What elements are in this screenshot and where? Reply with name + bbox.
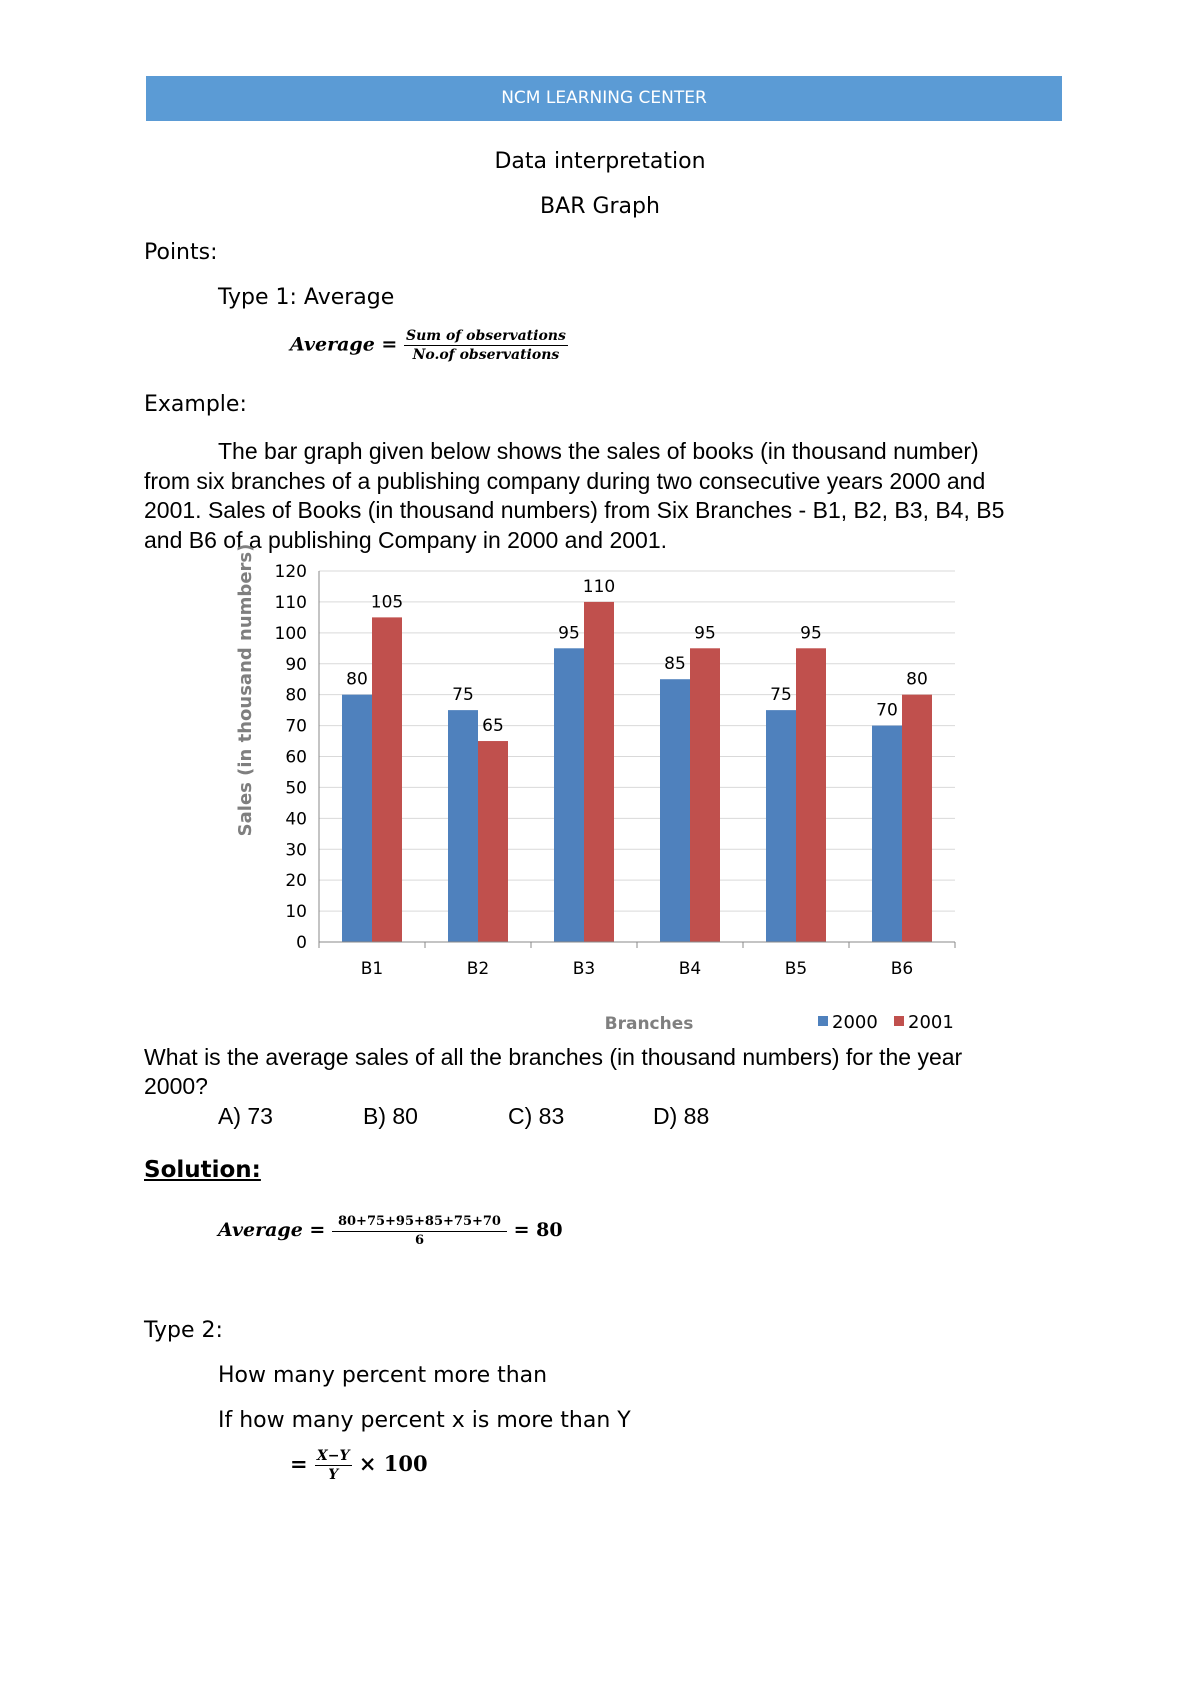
solution-denominator: 6 [414, 1233, 424, 1248]
data-label: 70 [876, 700, 898, 721]
formula-lhs: Average = [290, 333, 398, 356]
y-tick-label: 90 [285, 654, 307, 675]
chart-y-axis-label: Sales (in thousand numbers) [235, 543, 256, 837]
y-tick-label: 120 [274, 562, 307, 582]
x-tick-label: B6 [890, 959, 914, 979]
data-label: 105 [370, 592, 404, 613]
option-d: D) 88 [653, 1103, 710, 1129]
type2-line1: How many percent more than [218, 1363, 548, 1388]
bar-2000-B2 [448, 710, 478, 942]
chart-axes [319, 571, 955, 948]
percent-numerator: X−Y [316, 1448, 350, 1464]
formula-denominator: No.of observations [412, 347, 560, 363]
header-title: NCM LEARNING CENTER [501, 88, 707, 108]
y-tick-label: 0 [296, 933, 307, 953]
y-tick-label: 50 [285, 778, 307, 799]
type1-label: Type 1: Average [218, 285, 395, 310]
bar-2000-B1 [342, 695, 372, 942]
data-label: 75 [770, 685, 792, 706]
option-c: C) 83 [508, 1103, 565, 1129]
percent-times: × 100 [358, 1451, 428, 1476]
x-tick-label: B5 [784, 959, 808, 979]
chart-x-axis-label: Branches [604, 1014, 694, 1034]
data-label: 95 [800, 623, 822, 644]
chart-grid [319, 571, 955, 911]
data-label: 65 [482, 716, 504, 737]
y-tick-label: 40 [285, 809, 307, 830]
y-tick-label: 70 [285, 716, 307, 737]
chart-legend [818, 1012, 954, 1033]
example-text-line1: The bar graph given below shows the sales of books (in thousand number) [218, 438, 979, 464]
bar-2000-B5 [766, 710, 796, 942]
y-tick-label: 80 [285, 685, 307, 706]
bar-2000-B4 [660, 679, 690, 942]
type2-line2: If how many percent x is more than Y [218, 1408, 631, 1433]
bar-2001-B1 [372, 617, 402, 942]
bar-2001-B5 [796, 648, 826, 942]
solution-fraction [332, 1214, 507, 1248]
bar-2000-B6 [872, 726, 902, 942]
x-tick-label: B3 [572, 959, 596, 979]
y-tick-label: 10 [285, 902, 307, 923]
solution-numerator: 80+75+95+85+75+70 [332, 1214, 507, 1232]
points-label: Points: [144, 240, 218, 265]
legend-label-2001: 2001 [908, 1012, 954, 1033]
y-tick-label: 60 [285, 747, 307, 768]
y-tick-label: 110 [274, 592, 307, 613]
data-label: 80 [346, 669, 368, 690]
legend-swatch-2001 [894, 1016, 904, 1026]
data-label: 95 [558, 623, 580, 644]
data-label: 85 [664, 654, 686, 675]
heading-data-interpretation: Data interpretation [494, 149, 706, 174]
bar-2000-B3 [554, 648, 584, 942]
percent-eq: = [290, 1451, 308, 1476]
data-label: 80 [906, 669, 928, 690]
example-text-line3: 2001. Sales of Books (in thousand numbers) from Six Branches - B1, B2, B3, B4, B5 [144, 497, 1005, 523]
bar-2001-B3 [584, 602, 614, 942]
percent-denominator: Y [328, 1467, 339, 1483]
legend-swatch-2000 [818, 1016, 828, 1026]
legend-label-2000: 2000 [832, 1012, 878, 1033]
type2-label: Type 2: [144, 1318, 223, 1343]
question-line1: What is the average sales of all the branches (in thousand numbers) for the year [144, 1044, 963, 1070]
y-tick-label: 20 [285, 871, 307, 892]
bar-2001-B6 [902, 695, 932, 942]
formula-numerator: Sum of observations [405, 328, 566, 344]
solution-label: Solution: [144, 1157, 261, 1183]
example-text-line4: and B6 of a publishing Company in 2000 and 2001. [144, 527, 668, 553]
example-label: Example: [144, 392, 247, 417]
chart-bars [342, 602, 932, 942]
heading-bar-graph: BAR Graph [540, 194, 660, 219]
solution-formula [218, 1214, 563, 1248]
solution-result: = 80 [513, 1219, 563, 1241]
x-tick-label: B4 [678, 959, 702, 979]
solution-lhs: Average = [218, 1219, 326, 1241]
data-label: 110 [582, 576, 616, 597]
question-line2: 2000? [144, 1073, 208, 1099]
percent-fraction [315, 1448, 352, 1483]
x-tick-label: B1 [360, 959, 384, 979]
y-tick-label: 100 [274, 623, 307, 644]
data-label: 95 [694, 623, 716, 644]
x-tick-label: B2 [466, 959, 490, 979]
bar-2001-B2 [478, 741, 508, 942]
y-tick-label: 30 [285, 840, 307, 861]
option-b: B) 80 [363, 1103, 418, 1129]
bar-2001-B4 [690, 648, 720, 942]
percent-formula [290, 1448, 428, 1483]
option-a: A) 73 [218, 1103, 273, 1129]
example-text-line2: from six branches of a publishing company during two consecutive years 2000 and [144, 468, 986, 494]
data-label: 75 [452, 685, 474, 706]
